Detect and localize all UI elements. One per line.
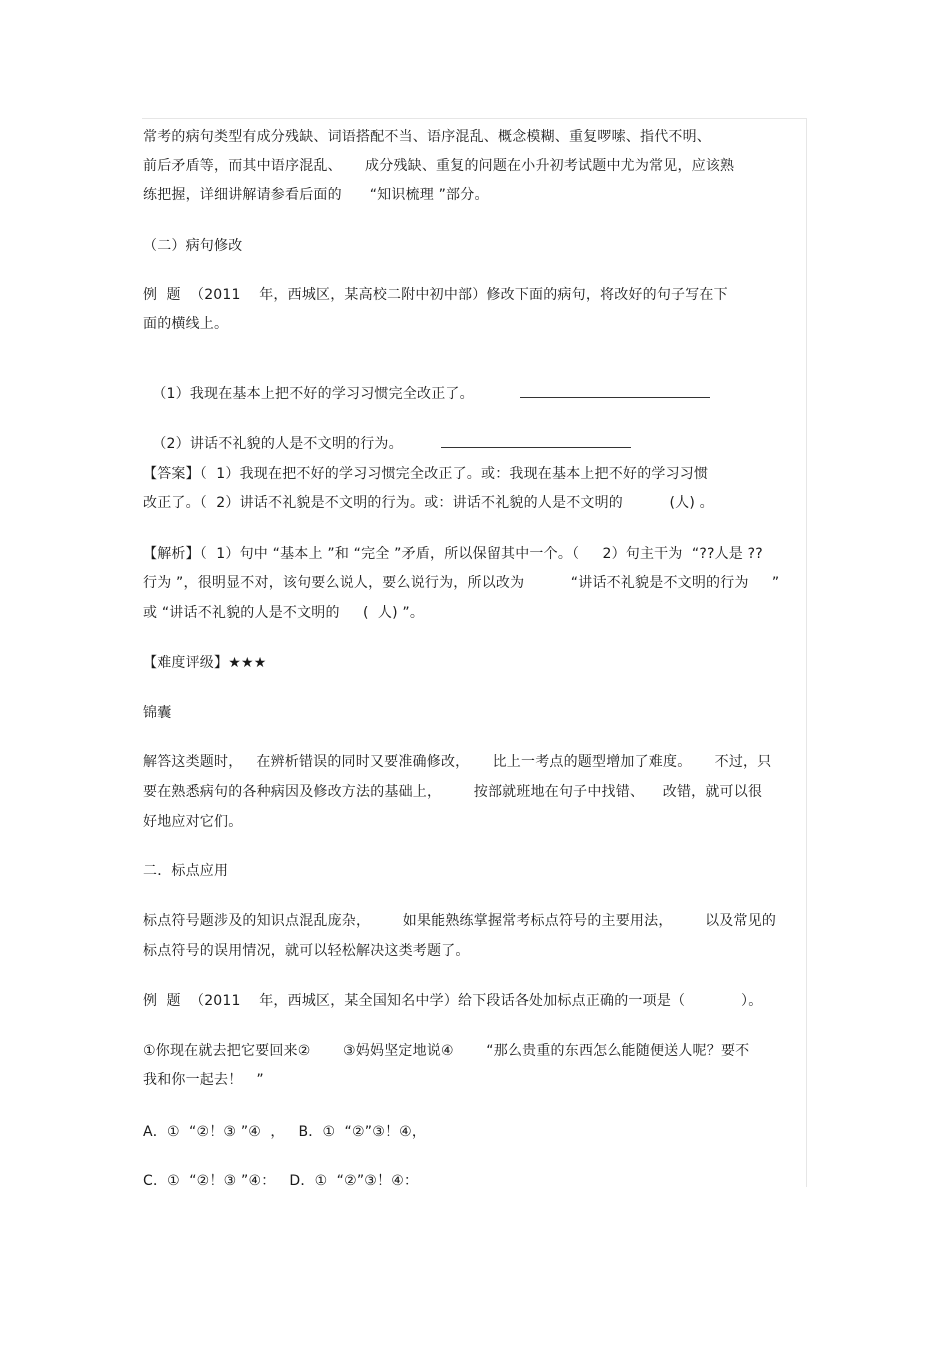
question-1-text: （1）我现在基本上把不好的学习习惯完全改正了。: [152, 386, 474, 402]
question-2-text: （2）讲话不礼貌的人是不文明的行为。: [152, 436, 403, 452]
section-heading-bingju-xiugai: （二）病句修改: [143, 238, 243, 254]
options-a-b: A．① “②！③ ”④ ， B．① “②”③！④，: [143, 1124, 427, 1140]
example-2-passage-1: ①你现在就去把它要回来② ③妈妈坚定地说④ “那么贵重的东西怎么能随便送人呢？要不: [143, 1043, 750, 1059]
tips-heading: 锦囊: [143, 705, 172, 721]
analysis-line-1: 【解析】（ 1）句中 “基本上 ”和 “完全 ”矛盾，所以保留其中一个。（ 2）句主干为 “??人是 ??: [143, 546, 763, 562]
text-line-3: 练把握，详细讲解请参看后面的 “知识梳理 ”部分。: [143, 187, 489, 203]
answer-line-1: 【答案】（ 1）我现在把不好的学习习惯完全改正了。或：我现在基本上把不好的学习习惯: [143, 466, 709, 482]
punctuation-intro-1: 标点符号题涉及的知识点混乱庞杂， 如果能熟练掌握常考标点符号的主要用法， 以及常见的: [143, 913, 777, 929]
question-1: [143, 364, 710, 404]
options-c-d: C．① “②！③ ”④： D．① “②”③！④：: [143, 1173, 419, 1189]
example-line-2: 面的横线上。: [143, 316, 229, 332]
example-2-prompt: 例 题 （2011 年，西城区，某全国知名中学）给下段话各处加标点正确的一项是（ ）。: [143, 993, 763, 1009]
tips-line-1: 解答这类题时， 在辨析错误的同时又要准确修改， 比上一考点的题型增加了难度。 不过，只: [143, 754, 772, 770]
answer-blank-1[interactable]: [520, 385, 710, 398]
analysis-line-3: 或 “讲话不礼貌的人是不文明的 ( 人) ”。: [143, 605, 425, 621]
answer-blank-2[interactable]: [441, 435, 631, 448]
example-line-1: 例 题 （2011 年，西城区，某高校二附中初中部）修改下面的病句，将改好的句子写在下: [143, 287, 728, 303]
tips-line-2: 要在熟悉病句的各种病因及修改方法的基础上， 按部就班地在句子中找错、 改错，就可以很: [143, 784, 763, 800]
text-line-1: 常考的病句类型有成分残缺、词语搭配不当、语序混乱、概念模糊、重复啰嗦、指代不明、: [143, 129, 711, 145]
tips-line-3: 好地应对它们。: [143, 814, 243, 830]
section-heading-biaodian: 二．标点应用: [143, 863, 229, 879]
analysis-line-2: 行为 ”，很明显不对，该句要么说人，要么说行为，所以改为 “讲话不礼貌是不文明的行为 ”: [143, 575, 780, 591]
difficulty-rating: 【难度评级】★★★: [143, 655, 267, 671]
question-2: [143, 414, 631, 454]
answer-line-2: 改正了。（ 2）讲话不礼貌是不文明的行为。或：讲话不礼貌的人是不文明的 (人) 。: [143, 495, 714, 511]
text-line-2: 前后矛盾等，而其中语序混乱、 成分残缺、重复的问题在小升初考试题中尤为常见，应该熟: [143, 158, 735, 174]
example-2-passage-2: 我和你一起去！ ”: [143, 1072, 264, 1088]
punctuation-intro-2: 标点符号的误用情况，就可以轻松解决这类考题了。: [143, 943, 470, 959]
